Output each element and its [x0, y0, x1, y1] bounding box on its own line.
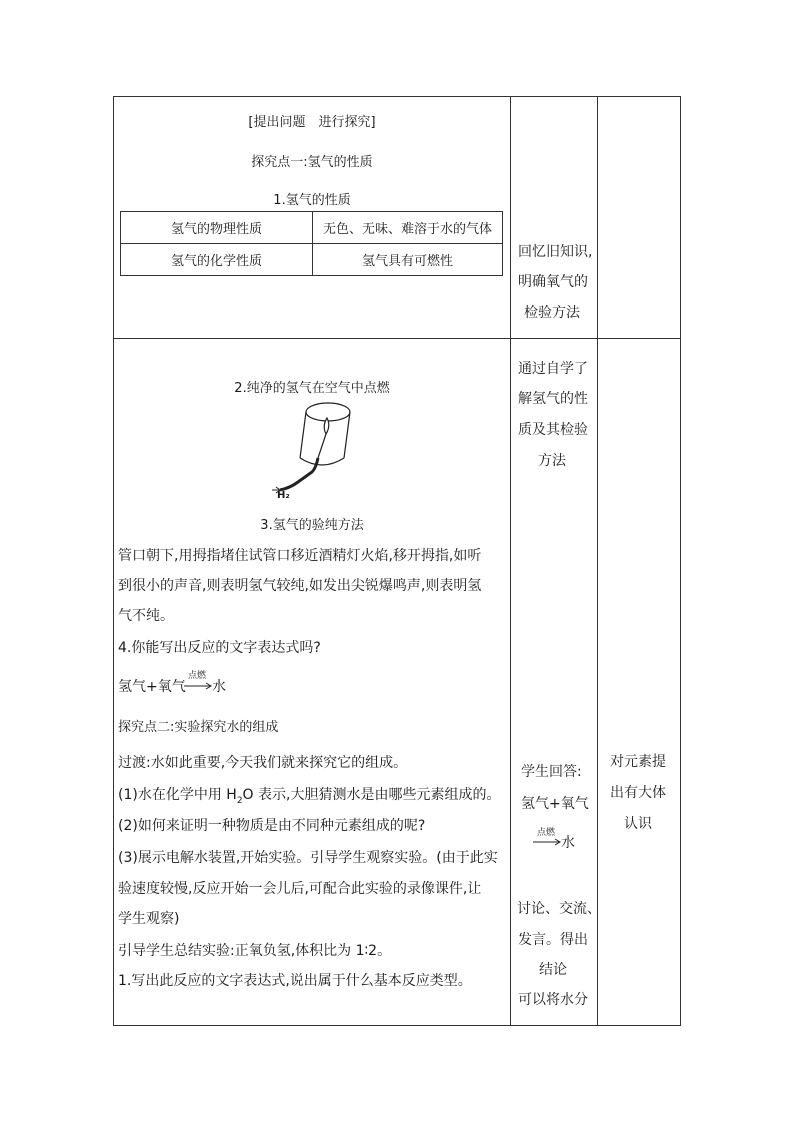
item-4-question: 4.你能写出反应的文字表达式吗?	[118, 640, 321, 656]
table-col-divider-2	[597, 96, 598, 1026]
question-3-line-1: (3)展示电解水装置,开始实验。引导学生观察实验。(由于此实	[118, 850, 498, 866]
col3-line-3: 认识	[624, 816, 652, 832]
table-row	[121, 244, 503, 276]
table-cell: 氢气的化学性质	[121, 244, 313, 276]
question-2: (2)如何来证明一种物质是由不同种元素组成的呢?	[118, 818, 426, 834]
col3-line-1: 对元素提	[610, 754, 666, 770]
col2-bottom-line-2: 发言。得出	[518, 932, 588, 948]
table-col-divider-1	[510, 96, 511, 1026]
col2-note-line-1: 回忆旧知识,	[518, 244, 593, 260]
col2-equation-left: 氢气+氧气	[521, 796, 589, 812]
col2-top-line-3: 质及其检验	[518, 422, 588, 438]
guide-text: 引导学生总结实验:正氧负氢,体积比为 1∶2。	[118, 943, 392, 959]
table-border-top	[113, 96, 681, 97]
col2-equation-right: 水	[561, 835, 575, 851]
col2-bottom-line-1: 讨论、交流、	[517, 901, 601, 917]
paragraph-line-1: 管口朝下,用拇指堵住试管口移近酒精灯火焰,移开拇指,如听	[118, 548, 482, 564]
item-2-title: 2.纯净的氢气在空气中点燃	[234, 381, 390, 396]
section-heading: [提出问题 进行探究]	[248, 115, 376, 130]
item-1-title: 1.氢气的性质	[273, 193, 351, 208]
properties-table	[120, 211, 503, 276]
col3-line-2: 出有大体	[610, 785, 666, 801]
subheading-explore-1: 探究点一:氢气的性质	[251, 155, 373, 170]
col2-equation-arrow	[533, 838, 561, 846]
col2-note-line-2: 明确氧气的	[518, 274, 588, 290]
table-border-bottom	[113, 1025, 681, 1026]
equation-condition: 点燃	[188, 671, 207, 681]
equation-left: 氢气+氧气	[118, 679, 186, 695]
col2-top-line-4: 方法	[538, 453, 566, 469]
question-3-line-2: 验速度较慢,反应开始一会儿后,可配合此实验的录像课件,让	[118, 881, 482, 897]
figure-label-h2: H₂	[277, 490, 290, 501]
table-row-divider	[113, 338, 681, 339]
col2-top-line-1: 通过自学了	[518, 361, 588, 377]
col2-equation-condition: 点燃	[537, 828, 556, 838]
equation-right: 水	[212, 679, 226, 695]
question-1	[118, 784, 500, 806]
col2-answer-label: 学生回答:	[521, 764, 582, 780]
table-cell: 无色、无味、难溶于水的气体	[313, 212, 503, 244]
col2-bottom-line-4: 可以将水分	[518, 992, 588, 1008]
table-cell: 氢气的物理性质	[121, 212, 313, 244]
table-row	[121, 212, 503, 244]
table-cell: 氢气具有可燃性	[313, 244, 503, 276]
col2-note-line-3: 检验方法	[524, 305, 580, 321]
equation-arrow	[184, 682, 212, 690]
table-border-left	[113, 96, 114, 1026]
table-border-right	[680, 96, 681, 1026]
transition-text: 过渡:水如此重要,今天我们就来探究它的组成。	[118, 755, 408, 771]
paragraph-line-2: 到很小的声音,则表明氢气较纯,如发出尖锐爆鸣声,则表明氢	[118, 578, 482, 594]
task-1: 1.写出此反应的文字表达式,说出属于什么基本反应类型。	[118, 973, 472, 989]
paragraph-line-3: 气不纯。	[118, 608, 174, 624]
question-3-line-3: 学生观察)	[118, 911, 180, 927]
col2-bottom-line-3: 结论	[539, 962, 567, 978]
question-1-post: O 表示,大胆猜测水是由哪些元素组成的。	[242, 787, 501, 803]
item-3-title: 3.氢气的验纯方法	[260, 518, 364, 533]
question-1-subscript: 2	[236, 795, 243, 806]
col2-top-line-2: 解氢气的性	[518, 391, 588, 407]
question-1-pre: (1)水在化学中用 H	[118, 787, 237, 803]
subheading-explore-2: 探究点二:实验探究水的组成	[118, 720, 279, 735]
